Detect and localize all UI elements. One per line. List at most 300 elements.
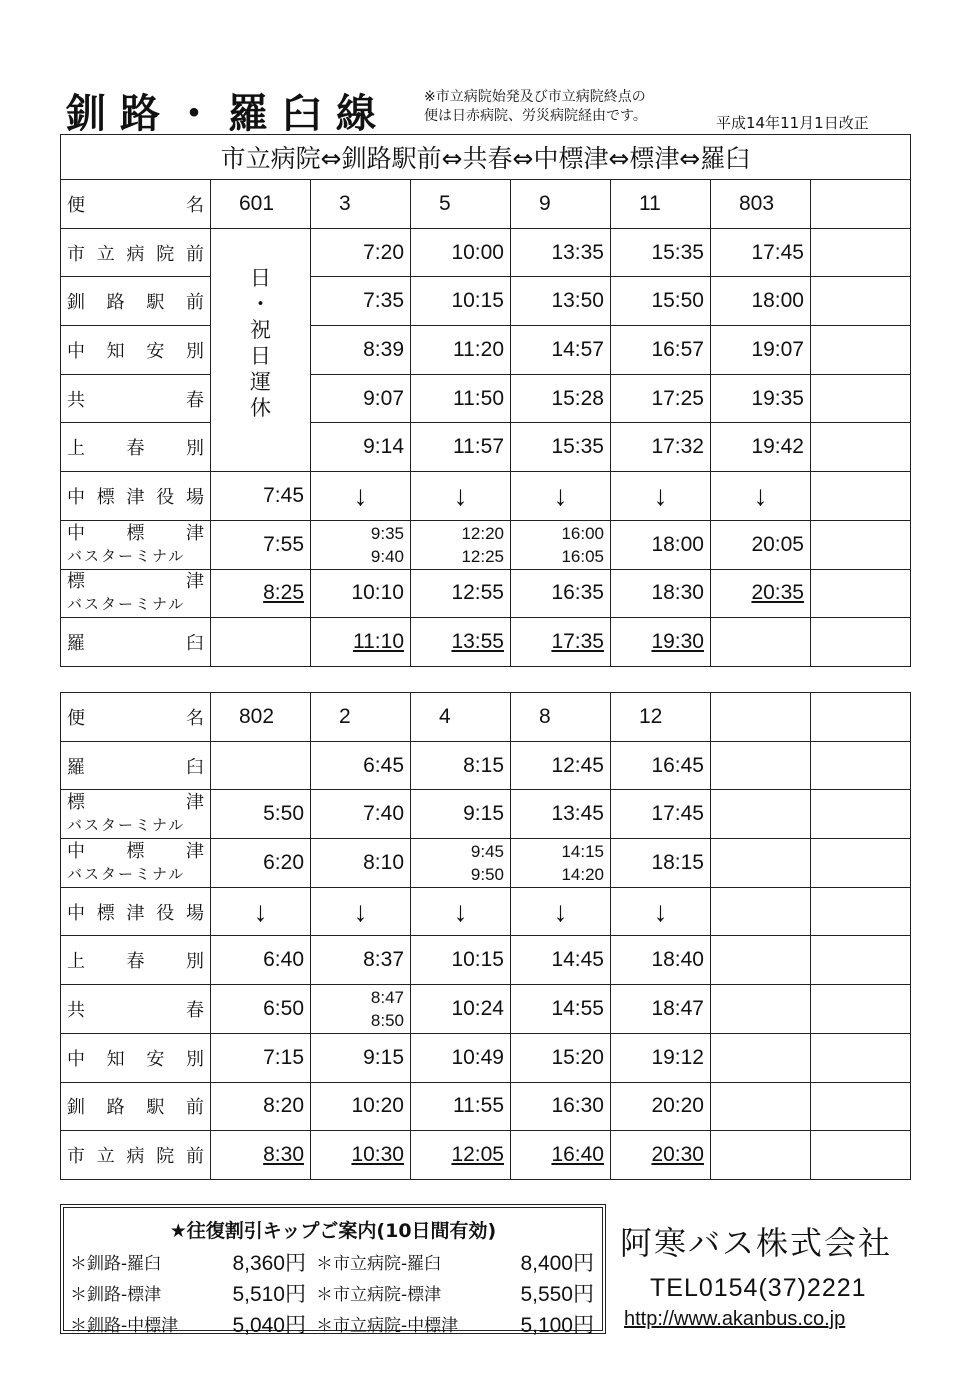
pass-through-arrow <box>411 472 511 521</box>
departure-time <box>411 569 511 618</box>
time-text: ↓ <box>653 895 668 927</box>
stop-row <box>61 1033 911 1082</box>
stop-name <box>67 947 204 973</box>
stop-name-char: 臼 <box>186 756 204 778</box>
no-service-char: 運 <box>250 369 271 394</box>
departure-time <box>311 277 411 326</box>
departure-time <box>311 1131 411 1180</box>
time-text: 11:10 <box>353 630 404 654</box>
empty-cell <box>811 326 911 375</box>
flight-label-char: 名 <box>186 707 204 729</box>
stop-label-wrap <box>67 792 204 836</box>
departure-time <box>711 374 811 423</box>
departure-time <box>311 1082 411 1131</box>
time-text: ↓ <box>653 479 668 511</box>
stop-subname-text: バスターミナル <box>67 816 186 835</box>
pass-through-arrow <box>611 472 711 521</box>
stop-name-char: 前 <box>185 292 204 314</box>
departure-time <box>711 228 811 277</box>
stop-name-char: 前 <box>186 1146 204 1168</box>
stop-name-char: 市 <box>67 1146 85 1168</box>
stop-name-char: 市 <box>67 243 85 265</box>
stop-name-char: 共 <box>67 389 85 411</box>
time-text: 10:10 <box>351 581 404 605</box>
empty-cell <box>811 618 911 667</box>
time-text: 18:40 <box>651 948 704 972</box>
time-text: 7:15 <box>263 1045 304 1069</box>
departure-time-dep: 8:50 <box>370 1010 404 1030</box>
time-text: 6:40 <box>263 948 304 972</box>
departure-time <box>711 887 811 936</box>
time-text: 6:45 <box>363 753 404 777</box>
fare-route: ＊釧路-標津 <box>70 1285 162 1305</box>
time-text: 18:47 <box>651 996 704 1020</box>
departure-time <box>311 985 411 1034</box>
stop-name-char: 安 <box>146 340 165 362</box>
time-text: 10:15 <box>451 289 504 313</box>
stop-name-char: 駅 <box>146 292 165 314</box>
departure-time <box>711 839 811 888</box>
stop-name <box>67 483 204 509</box>
departure-time-dep: 12:25 <box>461 546 504 566</box>
stop-name-char: 釧 <box>67 1097 85 1119</box>
stop-label <box>61 423 211 472</box>
stop-row <box>61 1131 911 1180</box>
time-text: 15:50 <box>651 289 704 313</box>
stop-row <box>61 472 911 521</box>
time-text: 19:42 <box>751 435 804 459</box>
departure-time <box>411 374 511 423</box>
stop-name-char: 安 <box>146 1048 165 1070</box>
stop-row <box>61 520 911 569</box>
stop-name-char: 病 <box>126 1146 145 1168</box>
round-trip-fare-box <box>60 1204 606 1337</box>
stop-label <box>61 228 211 277</box>
stop-subname <box>67 814 204 836</box>
stop-label <box>61 472 211 521</box>
note-line-2: 便は日赤病院、労災病院経由です。 <box>424 108 647 124</box>
fare-route: ＊市立病院-中標津 <box>316 1316 459 1336</box>
stop-label-wrap <box>67 523 204 567</box>
departure-time <box>511 326 611 375</box>
stop-name <box>67 753 204 779</box>
stop-label <box>61 985 211 1034</box>
time-text: 18:30 <box>651 581 704 605</box>
stop-label <box>61 618 211 667</box>
departure-time <box>711 1131 811 1180</box>
departure-time <box>211 741 311 790</box>
departure-time <box>511 985 611 1034</box>
time-text: 10:15 <box>451 948 504 972</box>
departure-time <box>511 520 611 569</box>
time-text: 8:20 <box>263 1094 304 1118</box>
no-service-note <box>211 228 311 471</box>
time-text: 8:30 <box>263 1143 304 1167</box>
stop-label <box>61 569 211 618</box>
departure-time <box>311 839 411 888</box>
departure-time <box>211 569 311 618</box>
stop-label <box>61 1131 211 1180</box>
departure-time <box>511 1131 611 1180</box>
departure-time <box>611 618 711 667</box>
departure-time-arr: 16:00 <box>561 523 604 543</box>
stop-subname-text: バスターミナル <box>67 546 186 565</box>
fare-row <box>70 1246 596 1277</box>
stop-name-char: 中 <box>67 840 85 862</box>
time-text: 20:05 <box>751 532 804 556</box>
departure-time <box>411 618 511 667</box>
departure-time <box>511 569 611 618</box>
flight-number: 3 <box>311 180 411 229</box>
empty-cell <box>811 374 911 423</box>
departure-time <box>311 228 411 277</box>
departure-time <box>411 326 511 375</box>
time-text: 5:50 <box>263 802 304 826</box>
time-text: 8:39 <box>363 337 404 361</box>
departure-time <box>211 1033 311 1082</box>
departure-time-arr: 9:35 <box>370 523 404 543</box>
time-text: 10:24 <box>451 996 504 1020</box>
stop-name-char: 標 <box>126 840 145 862</box>
departure-time <box>411 520 511 569</box>
time-text: 18:00 <box>651 532 704 556</box>
time-text: 17:25 <box>651 386 704 410</box>
stop-label <box>61 741 211 790</box>
departure-time <box>711 985 811 1034</box>
fare-price: 5,040円 <box>232 1313 306 1337</box>
fare-route: ＊釧路-羅臼 <box>70 1254 162 1274</box>
flight-label-char: 便 <box>67 707 85 729</box>
company-name: 阿寒バス株式会社 <box>620 1224 893 1262</box>
departure-time <box>611 936 711 985</box>
stop-row <box>61 790 911 839</box>
stop-name-char: 羅 <box>67 756 85 778</box>
time-text: 11:55 <box>453 1094 504 1118</box>
stop-row <box>61 569 911 618</box>
flight-number: 803 <box>711 180 811 229</box>
stop-name <box>67 434 204 460</box>
departure-time <box>311 1033 411 1082</box>
time-text: 7:35 <box>363 289 404 313</box>
departure-time <box>611 839 711 888</box>
stop-row <box>61 423 911 472</box>
stop-name-char: 知 <box>106 1048 125 1070</box>
stop-row <box>61 839 911 888</box>
time-text: 7:55 <box>263 532 304 556</box>
stop-name-char: 春 <box>126 951 145 973</box>
time-text: 8:15 <box>463 753 504 777</box>
flight-number <box>811 180 911 229</box>
company-phone: TEL0154(37)2221 <box>650 1274 867 1302</box>
stop-name-char: 別 <box>186 951 204 973</box>
time-text: 9:14 <box>363 435 404 459</box>
time-text: 18:15 <box>651 850 704 874</box>
departure-time <box>211 985 311 1034</box>
company-url[interactable]: http://www.akanbus.co.jp <box>624 1308 846 1330</box>
empty-cell <box>811 741 911 790</box>
departure-time <box>411 423 511 472</box>
stop-name-char: 春 <box>186 389 204 411</box>
empty-cell <box>811 790 911 839</box>
time-text: 17:45 <box>751 240 804 264</box>
flight-number: 802 <box>211 693 311 742</box>
departure-time <box>511 423 611 472</box>
stop-label <box>61 839 211 888</box>
time-text: 8:25 <box>263 581 304 605</box>
departure-time <box>311 326 411 375</box>
stop-label <box>61 790 211 839</box>
fare-route: ＊市立病院-羅臼 <box>316 1254 442 1274</box>
stop-name-char: 前 <box>185 1097 204 1119</box>
flight-number: 5 <box>411 180 511 229</box>
time-text: 15:28 <box>551 386 604 410</box>
time-text: 7:40 <box>363 802 404 826</box>
departure-time <box>511 790 611 839</box>
pass-through-arrow <box>211 887 311 936</box>
stop-label <box>61 326 211 375</box>
time-text: 6:50 <box>263 996 304 1020</box>
time-text: 19:12 <box>651 1045 704 1069</box>
departure-time <box>311 790 411 839</box>
stop-name-char: 津 <box>186 571 204 593</box>
stop-name <box>67 240 204 266</box>
stop-name-char: 路 <box>106 1097 125 1119</box>
stop-name-char: 立 <box>96 1146 115 1168</box>
stop-label <box>61 1033 211 1082</box>
stop-name-char: 知 <box>106 340 125 362</box>
time-text: ↓ <box>453 895 468 927</box>
time-text: 10:30 <box>351 1143 404 1167</box>
departure-time-arr: 8:47 <box>370 987 404 1007</box>
fare-price: 8,400円 <box>520 1251 594 1275</box>
departure-time <box>611 374 711 423</box>
departure-time <box>511 277 611 326</box>
stop-name-char: 院 <box>156 1146 175 1168</box>
departure-time <box>611 569 711 618</box>
empty-cell <box>811 423 911 472</box>
stop-name-char: 津 <box>186 792 204 814</box>
stop-name-char: 春 <box>126 438 145 460</box>
departure-time <box>211 618 311 667</box>
stop-name-char: 院 <box>156 243 175 265</box>
time-text: 17:45 <box>651 802 704 826</box>
stop-name-char: 臼 <box>186 633 204 655</box>
time-text: ↓ <box>353 479 368 511</box>
stop-name-char: 場 <box>186 486 204 508</box>
departure-time <box>711 520 811 569</box>
departure-time-dep: 9:50 <box>470 864 504 884</box>
departure-time-dep: 9:40 <box>370 546 404 566</box>
departure-time <box>411 1033 511 1082</box>
time-text: 19:30 <box>651 630 704 654</box>
departure-time <box>411 985 511 1034</box>
departure-time <box>611 228 711 277</box>
stop-name-char: 中 <box>67 1048 85 1070</box>
stop-name <box>67 288 204 314</box>
fare-price: 8,360円 <box>232 1251 306 1275</box>
stop-name-char: 病 <box>126 243 145 265</box>
time-text: 11:20 <box>453 337 504 361</box>
stop-name-char: 標 <box>67 571 85 593</box>
departure-time-dep: 14:20 <box>561 864 604 884</box>
departure-time <box>411 228 511 277</box>
time-text: 13:50 <box>551 289 604 313</box>
empty-cell <box>811 569 911 618</box>
time-text: ↓ <box>253 895 268 927</box>
time-text: 10:49 <box>451 1045 504 1069</box>
time-text: ↓ <box>553 895 568 927</box>
departure-time <box>211 472 311 521</box>
flight-label-wrap <box>67 191 204 217</box>
fare-price: 5,100円 <box>520 1313 594 1337</box>
time-text: 16:35 <box>551 581 604 605</box>
stop-name-char: 中 <box>67 486 85 508</box>
pass-through-arrow <box>311 887 411 936</box>
time-text: 8:37 <box>363 948 404 972</box>
route-title: 市立病院⇔釧路駅前⇔共春⇔中標津⇔標津⇔羅臼 <box>61 135 911 180</box>
departure-time <box>211 520 311 569</box>
flight-number: 12 <box>611 693 711 742</box>
departure-time <box>511 741 611 790</box>
departure-time <box>711 326 811 375</box>
note-line-1: ※市立病院始発及び市立病院終点の <box>424 89 646 105</box>
time-text: 17:35 <box>551 630 604 654</box>
fare-title: ★往復割引キップご案内(10日間有効) <box>169 1220 497 1242</box>
flight-label-wrap <box>67 704 204 730</box>
time-text: 15:35 <box>651 240 704 264</box>
time-text: 12:45 <box>551 753 604 777</box>
stop-name-char: 場 <box>186 902 204 924</box>
departure-time <box>211 1082 311 1131</box>
stop-name-char: 路 <box>106 292 125 314</box>
stop-name-char: 別 <box>185 340 204 362</box>
page-title: 釧路・羅臼線 <box>66 91 390 137</box>
stop-name <box>67 337 204 363</box>
departure-time-dep: 16:05 <box>561 546 604 566</box>
flight-number: 4 <box>411 693 511 742</box>
stop-name <box>67 386 204 412</box>
stop-subname <box>67 593 204 615</box>
fare-grid <box>70 1246 596 1339</box>
departure-time <box>411 1131 511 1180</box>
departure-time <box>411 839 511 888</box>
departure-time <box>711 423 811 472</box>
no-service-char: 日 <box>250 343 271 368</box>
departure-time-arr: 12:20 <box>461 523 504 543</box>
time-text: 10:00 <box>451 240 504 264</box>
departure-time <box>611 1131 711 1180</box>
stop-label <box>61 1082 211 1131</box>
departure-time <box>311 569 411 618</box>
stop-name-char: 津 <box>126 486 145 508</box>
stop-row <box>61 374 911 423</box>
departure-time <box>311 520 411 569</box>
stop-name <box>67 571 204 593</box>
time-text: 11:57 <box>453 435 504 459</box>
time-text: 20:20 <box>651 1094 704 1118</box>
time-text: 13:45 <box>551 802 604 826</box>
flight-label-char: 便 <box>67 194 85 216</box>
stop-name-char: 上 <box>67 438 85 460</box>
departure-time <box>711 1033 811 1082</box>
stop-name-char: 別 <box>186 438 204 460</box>
time-text: 16:45 <box>651 753 704 777</box>
flight-number: 8 <box>511 693 611 742</box>
time-text: 11:50 <box>453 386 504 410</box>
flight-number: 11 <box>611 180 711 229</box>
departure-time <box>411 1082 511 1131</box>
time-text: 12:55 <box>451 581 504 605</box>
departure-time <box>511 936 611 985</box>
stop-name <box>67 899 204 925</box>
departure-time <box>411 277 511 326</box>
departure-time <box>411 936 511 985</box>
stop-row <box>61 1082 911 1131</box>
revision-date: 平成14年11月1日改正 <box>716 114 869 132</box>
departure-time <box>311 741 411 790</box>
departure-time <box>211 790 311 839</box>
departure-time <box>311 618 411 667</box>
flight-label <box>61 693 211 742</box>
stop-row <box>61 985 911 1034</box>
departure-time <box>711 618 811 667</box>
route-note <box>424 88 724 126</box>
stop-row <box>61 936 911 985</box>
stop-name-char: 立 <box>96 243 115 265</box>
stop-name-char: 中 <box>67 340 85 362</box>
time-text: 14:55 <box>551 996 604 1020</box>
stop-row <box>61 741 911 790</box>
stop-name-char: 前 <box>186 243 204 265</box>
departure-time <box>611 790 711 839</box>
flight-number: 2 <box>311 693 411 742</box>
stop-subname-text: バスターミナル <box>67 595 186 614</box>
stop-name-char: 中 <box>67 902 85 924</box>
stop-name <box>67 792 204 814</box>
empty-cell <box>811 887 911 936</box>
departure-time <box>611 326 711 375</box>
departure-time <box>511 374 611 423</box>
no-service-char: 休 <box>250 395 271 420</box>
stop-row <box>61 887 911 936</box>
departure-time <box>611 520 711 569</box>
stop-label <box>61 520 211 569</box>
stop-label-wrap <box>67 571 204 615</box>
departure-time <box>711 569 811 618</box>
departure-time <box>711 741 811 790</box>
time-text: ↓ <box>353 895 368 927</box>
stop-row <box>61 277 911 326</box>
fare-price: 5,510円 <box>232 1282 306 1306</box>
stop-name-char: 駅 <box>146 1097 165 1119</box>
stop-name <box>67 996 204 1022</box>
time-text: 20:30 <box>651 1143 704 1167</box>
fare-row <box>70 1308 596 1339</box>
empty-cell <box>811 1082 911 1131</box>
departure-time <box>511 839 611 888</box>
time-text: 14:45 <box>551 948 604 972</box>
stop-subname <box>67 545 204 567</box>
flight-number <box>711 693 811 742</box>
time-text: 15:20 <box>551 1045 604 1069</box>
departure-time-arr: 14:15 <box>561 841 604 861</box>
departure-time <box>611 741 711 790</box>
stop-name-char: 津 <box>186 522 204 544</box>
stop-name-char: 標 <box>67 792 85 814</box>
flight-header-row <box>61 693 911 742</box>
stop-row <box>61 228 911 277</box>
empty-cell <box>811 839 911 888</box>
